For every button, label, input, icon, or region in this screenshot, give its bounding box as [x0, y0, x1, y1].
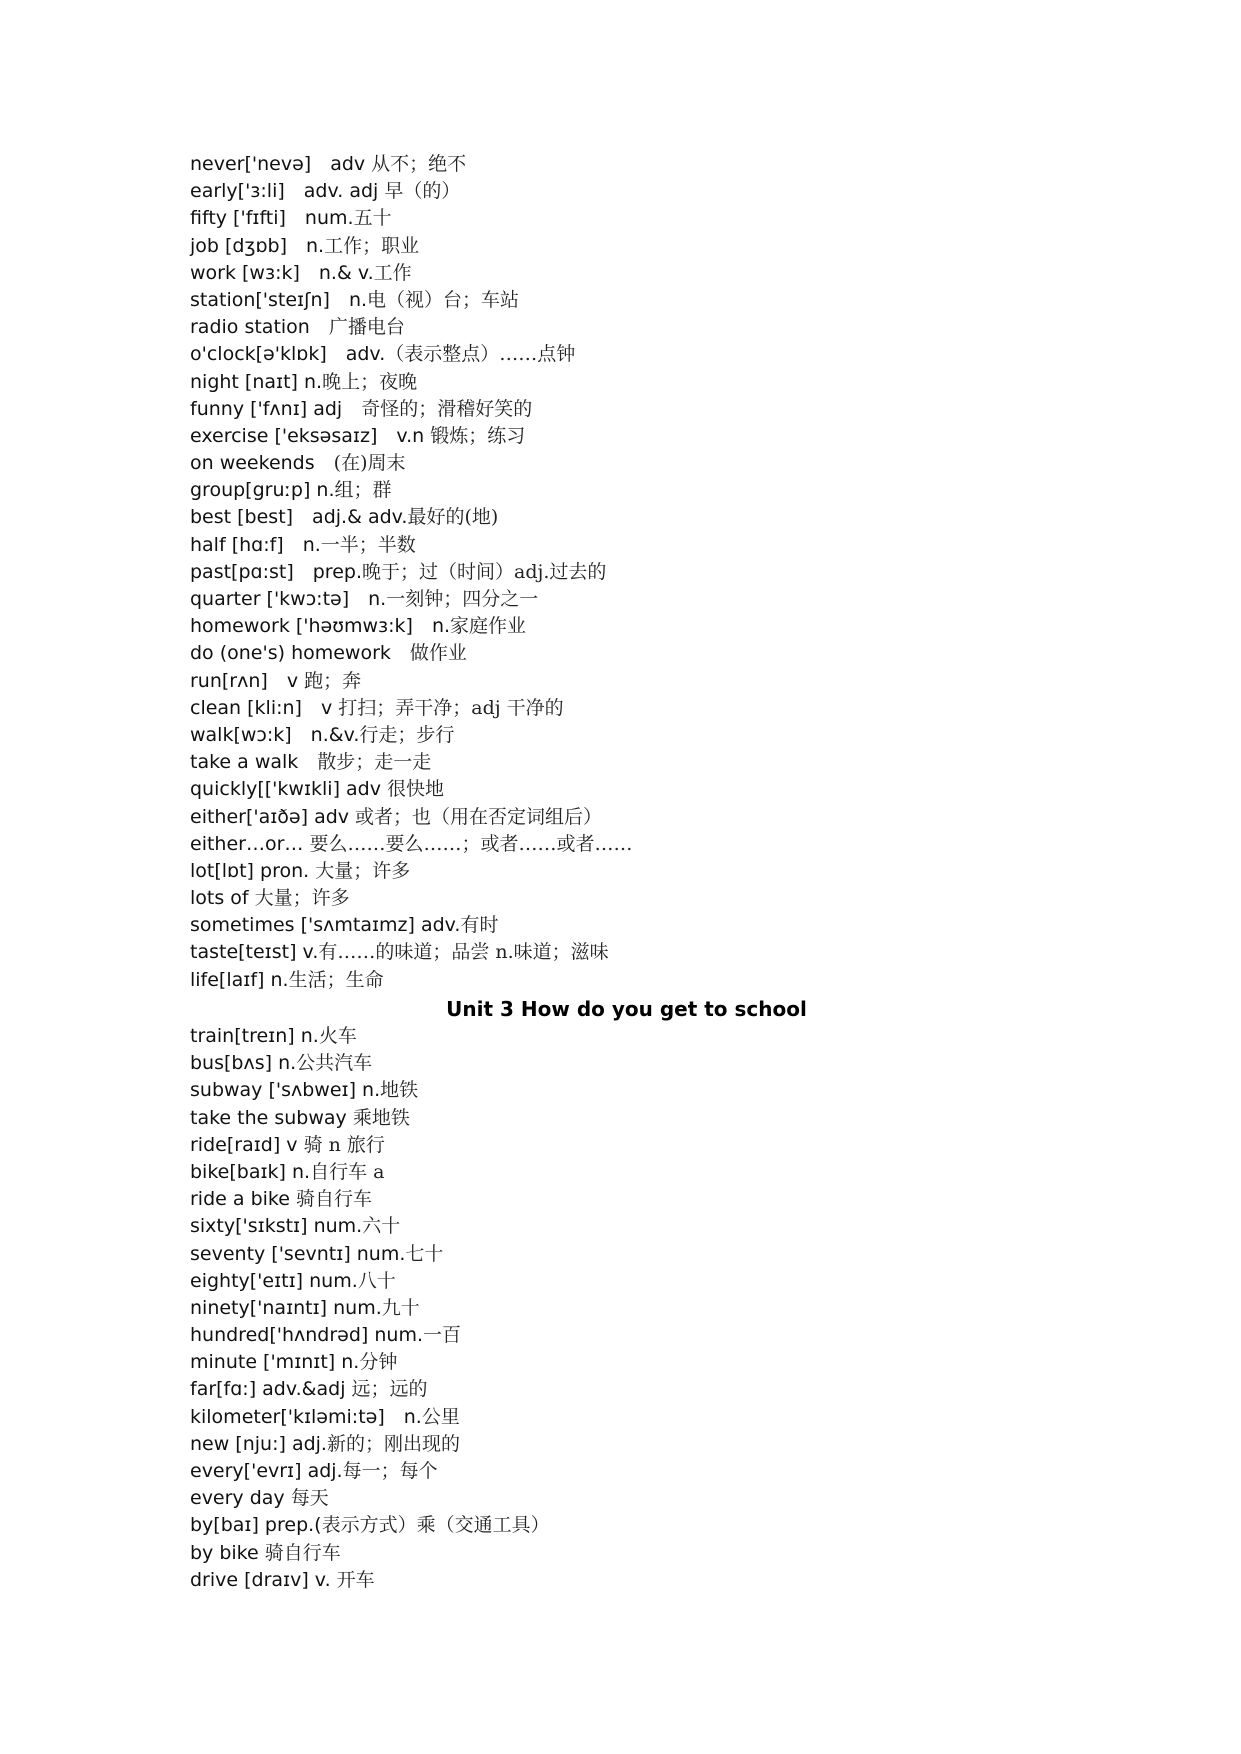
vocab-english: station['steɪʃn] n. [190, 288, 368, 311]
vocab-english: subway ['sʌbweɪ] n. [190, 1079, 381, 1102]
vocab-entry [190, 151, 1090, 178]
vocab-entry [190, 314, 1090, 341]
vocab-entry [190, 1132, 1090, 1159]
vocab-english: exercise ['eksəsaɪz] v.n [190, 424, 425, 447]
vocab-entry [190, 1431, 1090, 1458]
vocab-english: either…or… [190, 832, 304, 855]
vocab-english: bus[bʌs] n. [190, 1052, 297, 1075]
vocab-chinese: 打扫；弄干净；adj 干净的 [332, 696, 564, 719]
vocab-chinese: 火车 [318, 1025, 357, 1047]
vocab-english: never['nevə] adv [190, 153, 366, 175]
vocab-chinese: 公里 [421, 1405, 460, 1428]
vocab-entry [190, 967, 1090, 994]
vocab-english: homework ['həʊmwɜ:k] n. [190, 615, 451, 638]
vocab-chinese: 自行车 a [310, 1160, 385, 1183]
vocab-english: night [naɪt] n. [190, 370, 323, 393]
vocab-chinese: 最好的(地) [407, 506, 499, 529]
vocab-english: fifty ['fɪfti] num. [190, 207, 354, 230]
vocab-entry [190, 1295, 1090, 1322]
vocab-chinese: 工作；职业 [324, 234, 420, 257]
vocab-english: do (one's) homework [190, 642, 410, 665]
vocab-english: o'clock[ə'klɒk] adv. [190, 343, 386, 366]
vocab-english: by bike [190, 1541, 259, 1564]
vocab-chinese: 组；群 [334, 479, 392, 502]
vocab-chinese: 分钟 [359, 1351, 398, 1374]
vocab-entry [190, 396, 1090, 423]
vocab-chinese: 每一；每个 [342, 1460, 438, 1482]
vocab-entry [190, 1268, 1090, 1295]
vocab-chinese: 开车 [330, 1568, 375, 1591]
vocab-entry [190, 1512, 1090, 1539]
vocab-english: bike[baɪk] n. [190, 1160, 311, 1183]
vocab-chinese: 一百 [423, 1324, 462, 1347]
vocab-entry [190, 1404, 1090, 1431]
vocab-english: kilometer['kɪləmi:tə] n. [190, 1405, 422, 1428]
vocab-english: life[laɪf] n. [190, 968, 289, 991]
vocab-chinese: 骑 n 旅行 [297, 1133, 385, 1156]
vocab-chinese: 晚于；过（时间）adj.过去的 [362, 560, 607, 583]
vocab-entry [190, 722, 1090, 749]
vocab-chinese: 晚上；夜晚 [322, 370, 418, 393]
vocab-entry [190, 1567, 1090, 1594]
vocab-entry [190, 559, 1090, 586]
vocab-entry [190, 233, 1090, 260]
vocab-entry [190, 1458, 1090, 1485]
vocab-entry [190, 1213, 1090, 1240]
vocab-entry [190, 1105, 1090, 1132]
vocab-entry [190, 1349, 1090, 1376]
vocab-chinese: 每天 [284, 1487, 329, 1510]
vocab-english: walk[wɔ:k] n.&v. [190, 723, 360, 746]
vocab-english: take the subway [190, 1106, 347, 1129]
vocab-chinese: 公共汽车 [296, 1052, 373, 1075]
vocab-english: lot[lɒt] pron. [190, 859, 310, 882]
vocab-entry [190, 369, 1090, 396]
vocab-english: early['ɜ:li] adv. adj [190, 180, 379, 203]
vocab-entry [190, 1241, 1090, 1268]
vocab-chinese: 五十 [353, 207, 392, 230]
vocab-chinese: 乘地铁 [346, 1106, 410, 1129]
vocab-english: run[rʌn] v [190, 669, 299, 692]
vocab-english: taste[teɪst] v. [190, 941, 319, 964]
vocab-english: either['aɪðə] adv [190, 805, 350, 828]
vocab-entry [190, 1159, 1090, 1186]
vocab-chinese: 家庭作业 [450, 615, 527, 638]
vocab-chinese: 大量；许多 [248, 887, 350, 910]
vocab-english: ride a bike [190, 1188, 290, 1211]
vocab-entry [190, 1376, 1090, 1403]
vocab-english: ninety['naɪntɪ] num. [190, 1296, 382, 1319]
vocab-entry [190, 287, 1090, 314]
vocab-chinese: 从不；绝不 [365, 153, 467, 175]
vocab-english: half [hɑ:f] n. [190, 533, 321, 556]
vocab-english: train[treɪn] n. [190, 1025, 319, 1047]
vocab-entry [190, 1322, 1090, 1349]
vocab-english: funny ['fʌnɪ] adj [190, 397, 362, 420]
vocab-english: every['evrɪ] adj. [190, 1460, 343, 1482]
vocab-chinese: 大量；许多 [309, 859, 411, 882]
vocab-chinese: 七十 [405, 1242, 444, 1265]
vocab-chinese: 奇怪的；滑稽好笑的 [361, 397, 533, 420]
vocab-entry [190, 831, 1090, 858]
vocabulary-list-unit-3 [190, 1023, 1090, 1594]
vocab-entry [190, 1540, 1090, 1567]
vocab-entry [190, 939, 1090, 966]
vocab-chinese: (在)周末 [333, 452, 406, 475]
vocab-entry [190, 341, 1090, 368]
vocab-entry [190, 532, 1090, 559]
vocab-english: past[pɑ:st] prep. [190, 560, 362, 583]
unit-heading: Unit 3 How do you get to school [446, 997, 807, 1021]
vocab-english: quarter ['kwɔ:tə] n. [190, 588, 387, 610]
vocab-entry [190, 776, 1090, 803]
vocab-chinese: （表示整点）……点钟 [385, 343, 576, 366]
vocab-entry [190, 205, 1090, 232]
vocab-chinese: 做作业 [409, 642, 467, 665]
vocab-chinese: 电（视）台；车站 [367, 288, 520, 311]
vocab-chinese: 远；远的 [345, 1378, 428, 1401]
vocab-chinese: 骑自行车 [258, 1541, 341, 1564]
vocab-entry [190, 668, 1090, 695]
vocab-entry [190, 749, 1090, 776]
vocab-entry [190, 178, 1090, 205]
vocab-english: on weekends [190, 452, 334, 475]
vocab-chinese: 一半；半数 [320, 533, 416, 556]
vocab-chinese: 行走；步行 [359, 723, 455, 746]
vocab-entry [190, 450, 1090, 477]
vocab-english: best [best] adj.& adv. [190, 506, 408, 529]
vocab-chinese: 生活；生命 [288, 968, 384, 991]
vocab-english: clean [kli:n] v [190, 696, 333, 719]
vocab-english: sometimes ['sʌmtaɪmz] adv. [190, 914, 461, 937]
vocab-chinese: 骑自行车 [289, 1188, 372, 1211]
vocab-chinese: 要么……要么……；或者……或者…… [303, 832, 633, 855]
vocab-chinese: 表示方式）乘（交通工具） [321, 1514, 550, 1537]
vocab-english: radio station [190, 316, 329, 339]
vocab-chinese: 一刻钟；四分之一 [386, 588, 539, 610]
vocab-english: ride[raɪd] v [190, 1133, 298, 1156]
vocab-english: lots of [190, 887, 249, 910]
vocab-english: every day [190, 1487, 285, 1510]
vocab-chinese: 有时 [460, 914, 499, 937]
vocab-chinese: 新的；刚出现的 [326, 1432, 460, 1455]
vocab-english: drive [draɪv] v. [190, 1568, 331, 1591]
vocab-entry [190, 1186, 1090, 1213]
vocab-english: hundred['hʌndrəd] num. [190, 1324, 424, 1347]
vocab-english: by[baɪ] prep.( [190, 1514, 322, 1537]
vocab-chinese: 很快地 [380, 778, 445, 801]
vocab-entry [190, 260, 1090, 287]
vocab-chinese: 广播电台 [328, 316, 405, 339]
vocab-entry [190, 885, 1090, 912]
vocab-english: group[gruːp] n. [190, 479, 335, 502]
vocab-chinese: 跑；奔 [298, 669, 362, 692]
vocab-entry [190, 1077, 1090, 1104]
vocab-english: job [dʒɒb] n. [190, 234, 325, 257]
vocab-entry [190, 912, 1090, 939]
vocab-entry [190, 695, 1090, 722]
vocab-entry [190, 477, 1090, 504]
vocab-chinese: 工作 [373, 261, 412, 284]
vocab-chinese: 锻炼；练习 [424, 424, 526, 447]
vocab-entry [190, 423, 1090, 450]
vocab-english: quickly[['kwɪkli] adv [190, 778, 381, 801]
vocab-chinese: 或者；也（用在否定词组后） [349, 805, 603, 828]
vocab-english: eighty['eɪtɪ] num. [190, 1269, 358, 1292]
vocabulary-list-unit-2 [190, 151, 1090, 994]
vocab-entry [190, 586, 1090, 613]
vocab-entry [190, 1023, 1090, 1050]
vocab-english: work [wɜ:k] n.& v. [190, 261, 374, 284]
vocab-english: minute ['mɪnɪt] n. [190, 1351, 360, 1374]
vocab-chinese: 六十 [362, 1215, 401, 1238]
vocab-chinese: 早（的） [378, 180, 461, 203]
vocab-chinese: 散步；走一走 [317, 751, 432, 774]
vocab-english: sixty['sɪkstɪ] num. [190, 1215, 363, 1238]
vocab-entry [190, 1485, 1090, 1512]
vocab-english: seventy ['sevntɪ] num. [190, 1242, 406, 1265]
vocab-entry [190, 640, 1090, 667]
vocab-chinese: 八十 [357, 1269, 396, 1292]
vocab-entry [190, 1050, 1090, 1077]
vocab-chinese: 有……的味道；品尝 n.味道；滋味 [318, 941, 609, 964]
vocab-english: far[fɑ:] adv.&adj [190, 1378, 346, 1401]
vocab-english: take a walk [190, 751, 318, 774]
vocab-entry [190, 504, 1090, 531]
vocab-chinese: 地铁 [380, 1079, 419, 1102]
vocab-entry [190, 858, 1090, 885]
vocab-entry [190, 613, 1090, 640]
vocab-entry [190, 804, 1090, 831]
vocab-english: new [nju:] adj. [190, 1432, 327, 1455]
vocab-chinese: 九十 [381, 1296, 420, 1319]
